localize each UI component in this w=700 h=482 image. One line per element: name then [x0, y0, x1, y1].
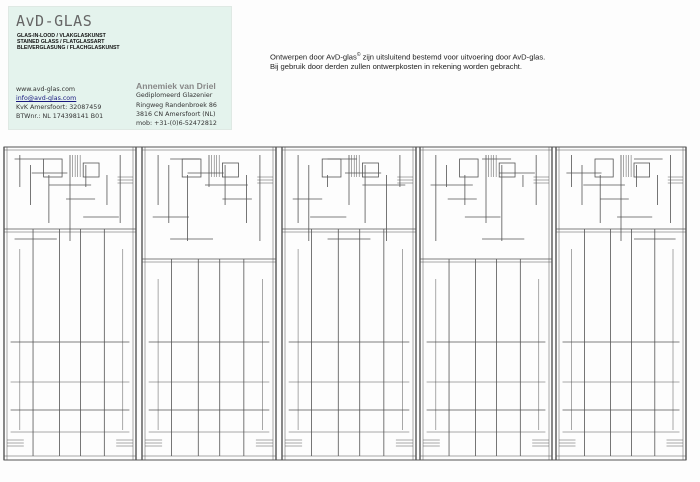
person-name: Annemiek van Driel — [136, 81, 216, 91]
person-title: Gediplomeerd Glazenier — [136, 92, 213, 99]
copyright-notice-line2: Bij gebruik door derden zullen ontwerpkosten in rekening worden gebracht. — [270, 62, 523, 71]
business-card — [8, 6, 232, 130]
email-link[interactable]: info@avd-glas.com — [16, 95, 77, 102]
city-address: 3816 CN Amersfoort (NL) — [136, 111, 216, 118]
tagline: BLEIVERGLASUNG / FLACHGLASKUNST — [17, 45, 120, 51]
btw-number: BTWnr.: NL 174398141 B01 — [16, 113, 104, 120]
street-address: Ringweg Randenbroek 86 — [136, 102, 217, 109]
copyright-notice-line1 — [270, 52, 545, 62]
mobile-number: mob: +31-(0)6-52472812 — [136, 120, 217, 127]
kvk-number: KvK Amersfoort: 32087459 — [16, 104, 102, 111]
stained-glass-design-drawing — [0, 142, 692, 468]
brand-logo-text: AvD-GLAS — [16, 12, 93, 30]
copyright-symbol: © — [356, 52, 361, 58]
website-text: www.avd-glas.com — [16, 86, 76, 93]
notice-text: Ontwerpen door AvD-glas — [270, 52, 357, 62]
tagline: GLAS-IN-LOOD / VLAKGLASKUNST — [17, 33, 106, 39]
tagline: STAINED GLASS / FLATGLASSART — [17, 39, 105, 45]
notice-text: zijn uitsluitend bestemd voor uitvoering door AvD-glas. — [360, 52, 546, 62]
